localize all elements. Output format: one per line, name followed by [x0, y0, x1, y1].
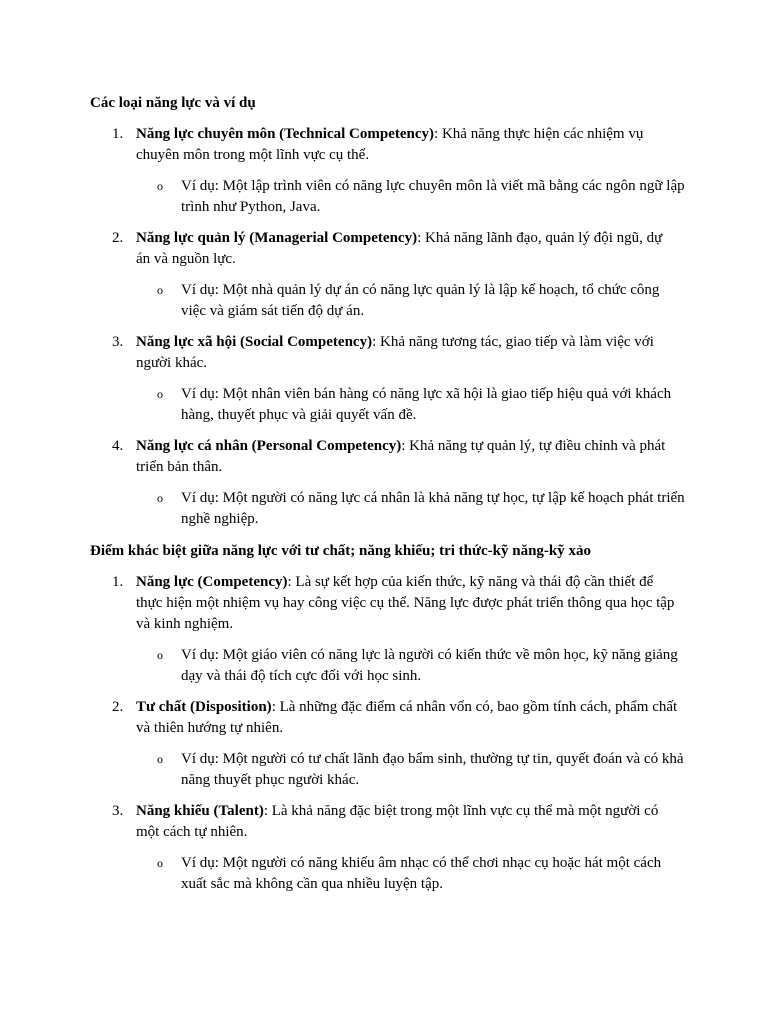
bullet-marker: o: [157, 283, 163, 297]
example-item: [157, 749, 687, 791]
item-description: : Khả năng tương tác, giao tiếp và làm việc với người khác.: [136, 334, 654, 371]
bullet-marker: o: [157, 856, 163, 870]
item-description: : Khả năng thực hiện các nhiệm vụ chuyên môn trong một lĩnh vực cụ thể.: [136, 126, 644, 163]
item-term: Năng lực cá nhân (Personal Competency): [136, 438, 402, 454]
example-item: [157, 853, 687, 895]
section-heading-differences: Điểm khác biệt giữa năng lực với tư chất; năng khiếu; tri thức-kỹ năng-kỹ xảo: [90, 543, 592, 559]
item-description: : Khả năng tự quản lý, tự điều chỉnh và phát triển bản thân.: [136, 438, 666, 475]
item-body: [136, 332, 680, 374]
item-term: Năng lực xã hội (Social Competency): [136, 334, 373, 350]
item-number: 1.: [112, 126, 124, 142]
item-description: : Là khả năng đặc biệt trong một lĩnh vực cụ thể mà một người có một cách tự nhiên.: [136, 803, 659, 840]
item-description: : Khả năng lãnh đạo, quản lý đội ngũ, dự án và nguồn lực.: [136, 230, 663, 267]
example-text: Ví dụ: Một lập trình viên có năng lực chuyên môn là viết mã bằng các ngôn ngữ lập trình như Python, Java.: [181, 178, 685, 215]
example-item: [157, 645, 687, 687]
item-body: [136, 436, 680, 478]
bullet-marker: o: [157, 648, 163, 662]
list-item: [90, 228, 690, 270]
item-term: Tư chất (Disposition): [136, 699, 272, 715]
item-number: 2.: [112, 699, 124, 715]
example-text: Ví dụ: Một người có năng khiếu âm nhạc có thể chơi nhạc cụ hoặc hát một cách xuất sắc mà không cần qua nhiều luyện tập.: [181, 855, 662, 892]
item-term: Năng lực chuyên môn (Technical Competency): [136, 126, 435, 142]
item-body: [136, 697, 680, 739]
example-text: Ví dụ: Một người có tư chất lãnh đạo bẩm sinh, thường tự tin, quyết đoán và có khả năng thuyết phục người khác.: [181, 751, 684, 788]
bullet-marker: o: [157, 179, 163, 193]
example-text: Ví dụ: Một nhà quản lý dự án có năng lực quản lý là lập kế hoạch, tổ chức công việc và giám sát tiến độ dự án.: [181, 282, 660, 319]
item-body: [136, 801, 680, 843]
list-item: [90, 572, 690, 635]
item-body: [136, 124, 680, 166]
example-item: [157, 176, 687, 218]
item-number: 3.: [112, 334, 124, 350]
item-number: 4.: [112, 438, 124, 454]
item-description: : Là sự kết hợp của kiến thức, kỹ năng và thái độ cần thiết để thực hiện một nhiệm vụ hay công việc cụ thể. Năng lực được phát triển thông qua học tập và kinh nghiệm.: [136, 574, 675, 632]
bullet-marker: o: [157, 491, 163, 505]
item-number: 1.: [112, 574, 124, 590]
item-term: Năng khiếu (Talent): [136, 803, 264, 819]
example-text: Ví dụ: Một giáo viên có năng lực là người có kiến thức về môn học, kỹ năng giảng dạy và thái độ tích cực đối với học sinh.: [181, 647, 678, 684]
example-text: Ví dụ: Một nhân viên bán hàng có năng lực xã hội là giao tiếp hiệu quả với khách hàng, thuyết phục và giải quyết vấn đề.: [181, 386, 672, 423]
bullet-marker: o: [157, 387, 163, 401]
item-term: Năng lực (Competency): [136, 574, 288, 590]
bullet-marker: o: [157, 752, 163, 766]
item-number: 2.: [112, 230, 124, 246]
item-body: [136, 228, 680, 270]
section-heading-competency-types: Các loại năng lực và ví dụ: [90, 95, 256, 111]
list-item: [90, 697, 690, 739]
example-text: Ví dụ: Một người có năng lực cá nhân là khả năng tự học, tự lập kế hoạch phát triển nghề nghiệp.: [181, 490, 685, 527]
list-item: [90, 124, 690, 166]
item-term: Năng lực quản lý (Managerial Competency): [136, 230, 418, 246]
example-item: [157, 280, 687, 322]
item-number: 3.: [112, 803, 124, 819]
item-description: : Là những đặc điểm cá nhân vốn có, bao gồm tính cách, phẩm chất và thiên hướng tự nhiên.: [136, 699, 678, 736]
example-item: [157, 488, 687, 530]
list-item: [90, 801, 690, 843]
list-item: [90, 332, 690, 374]
item-body: [136, 572, 680, 635]
example-item: [157, 384, 687, 426]
list-item: [90, 436, 690, 478]
